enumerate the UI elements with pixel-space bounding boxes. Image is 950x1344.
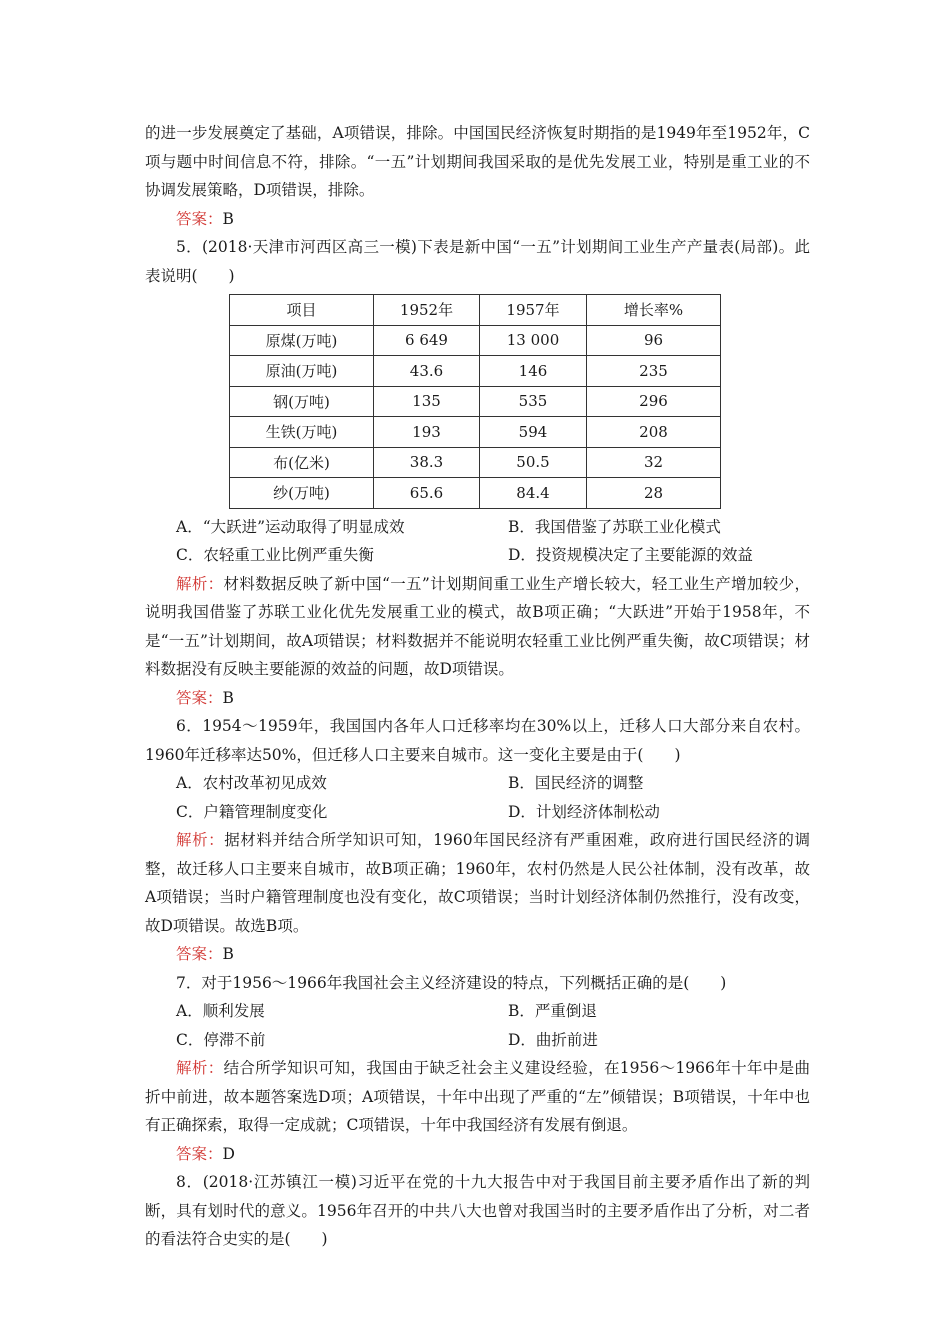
- table-cell: 纱(万吨): [230, 478, 374, 509]
- option-b: B．严重倒退: [508, 1002, 597, 1020]
- q6-options: [145, 769, 810, 826]
- table-cell: 193: [374, 417, 480, 448]
- q8-stem: 8．(2018·江苏镇江一模)习近平在党的十九大报告中对于我国目前主要矛盾作出了新的判断，具有划时代的意义。1956年召开的中共八大也曾对我国当时的主要矛盾作出了分析，对二者的看法符合史实的是( ): [145, 1173, 810, 1248]
- analysis-label: 解析：: [176, 1059, 224, 1077]
- table-cell: 146: [480, 356, 587, 387]
- table-cell: 布(亿米): [230, 447, 374, 478]
- q5-stem: 5．(2018·天津市河西区高三一模)下表是新中国“一五”计划期间工业生产产量表(局部)。此表说明( ): [145, 238, 810, 285]
- answer-value: B: [222, 209, 234, 228]
- table-cell: 594: [480, 417, 587, 448]
- q7-options: [145, 997, 810, 1054]
- q4-analysis-continued: 的进一步发展奠定了基础，A项错误，排除。中国国民经济恢复时期指的是1949年至1952年，C项与题中时间信息不符，排除。“一五”计划期间我国采取的是优先发展工业，特别是重工业的不协调发展策略，D项错误，排除。: [145, 124, 810, 199]
- option-c: C．户籍管理制度变化: [176, 802, 328, 821]
- table-cell: 43.6: [374, 356, 480, 387]
- q7-answer: [145, 1140, 810, 1169]
- option-d: D．投资规模决定了主要能源的效益: [508, 546, 753, 564]
- table-cell: 296: [587, 386, 721, 417]
- option-a: A．顺利发展: [176, 1002, 265, 1020]
- table-header-cell: 1952年: [374, 295, 480, 326]
- option-a: A．“大跃进”运动取得了明显成效: [176, 517, 405, 536]
- analysis-text: 材料数据反映了新中国“一五”计划期间重工业生产增长较大，轻工业生产增加较少，说明我国借鉴了苏联工业化优先发展重工业的模式，故B项正确；“大跃进”开始于1958年，不是“一五”计划期间，故A项错误；材料数据并不能说明农轻重工业比例严重失衡，故C项错误；材料数据没有反映主要能源的效益的问题，故D项错误。: [145, 574, 810, 678]
- option-d: D．曲折前进: [508, 1030, 598, 1049]
- q4-answer: [145, 205, 810, 234]
- table-row: [230, 386, 721, 417]
- table-cell: 535: [480, 386, 587, 417]
- q5-options: [145, 513, 810, 570]
- table-header-row: [230, 295, 721, 326]
- q7-stem: 7．对于1956～1966年我国社会主义经济建设的特点，下列概括正确的是( ): [176, 973, 727, 992]
- option-c: C．农轻重工业比例严重失衡: [176, 546, 374, 564]
- table-cell: 50.5: [480, 447, 587, 478]
- table-cell: 钢(万吨): [230, 386, 374, 417]
- answer-value: B: [222, 945, 234, 963]
- analysis-text: 据材料并结合所学知识可知，1960年国民经济有严重困难，政府进行国民经济的调整，故迁移人口主要来自城市，故B项正确；1960年，农村仍然是人民公社体制，没有改革，故A项错误；当时户籍管理制度也没有变化，故C项错误；当时计划经济体制仍然推行，没有改变，故D项错误。故选B项。: [145, 831, 810, 935]
- table-header-cell: 增长率%: [587, 295, 721, 326]
- table-row: [230, 417, 721, 448]
- table-row: [230, 478, 721, 509]
- table-cell: 原油(万吨): [230, 356, 374, 387]
- table-cell: 65.6: [374, 478, 480, 509]
- table-cell: 6 649: [374, 325, 480, 356]
- table-cell: 84.4: [480, 478, 587, 509]
- table-row: [230, 447, 721, 478]
- q5-analysis: [145, 570, 810, 684]
- answer-label: 答案：: [176, 1144, 223, 1163]
- answer-label: 答案：: [176, 688, 223, 707]
- option-c: C．停滞不前: [176, 1030, 266, 1049]
- table-cell: 235: [587, 356, 721, 387]
- q5-answer: [145, 684, 810, 713]
- table-cell: 28: [587, 478, 721, 509]
- q6-answer: [145, 940, 810, 969]
- option-b: B．我国借鉴了苏联工业化模式: [508, 517, 721, 536]
- table-row: [230, 325, 721, 356]
- answer-label: 答案：: [176, 209, 223, 228]
- table-row: [230, 356, 721, 387]
- table-cell: 32: [587, 447, 721, 478]
- production-table: [229, 294, 721, 509]
- option-b: B．国民经济的调整: [508, 774, 644, 792]
- q7-analysis: [145, 1054, 810, 1140]
- q6-stem: 6．1954～1959年，我国国内各年人口迁移率均在30%以上，迁移人口大部分来自农村。1960年迁移率达50%，但迁移人口主要来自城市。这一变化主要是由于( ): [145, 717, 810, 764]
- table-header-cell: 1957年: [480, 295, 587, 326]
- q6-analysis: [145, 826, 810, 940]
- option-a: A．农村改革初见成效: [176, 774, 327, 792]
- answer-value: B: [222, 688, 234, 707]
- table-cell: 38.3: [374, 447, 480, 478]
- table-cell: 208: [587, 417, 721, 448]
- table-cell: 生铁(万吨): [230, 417, 374, 448]
- table-cell: 原煤(万吨): [230, 325, 374, 356]
- table-cell: 96: [587, 325, 721, 356]
- page-content: [145, 119, 810, 1254]
- table-cell: 13 000: [480, 325, 587, 356]
- analysis-label: 解析：: [176, 574, 224, 593]
- analysis-text: 结合所学知识可知，我国由于缺乏社会主义建设经验，在1956～1966年十年中是曲折中前进，故本题答案选D项；A项错误，十年中出现了严重的“左”倾错误；B项错误，十年中也有正确探索，取得一定成就；C项错误，十年中我国经济有发展有倒退。: [145, 1059, 810, 1134]
- answer-value: D: [222, 1144, 235, 1163]
- analysis-label: 解析：: [176, 831, 225, 849]
- table-cell: 135: [374, 386, 480, 417]
- table-header-cell: 项目: [230, 295, 374, 326]
- answer-label: 答案：: [176, 945, 223, 963]
- option-d: D．计划经济体制松动: [508, 802, 660, 821]
